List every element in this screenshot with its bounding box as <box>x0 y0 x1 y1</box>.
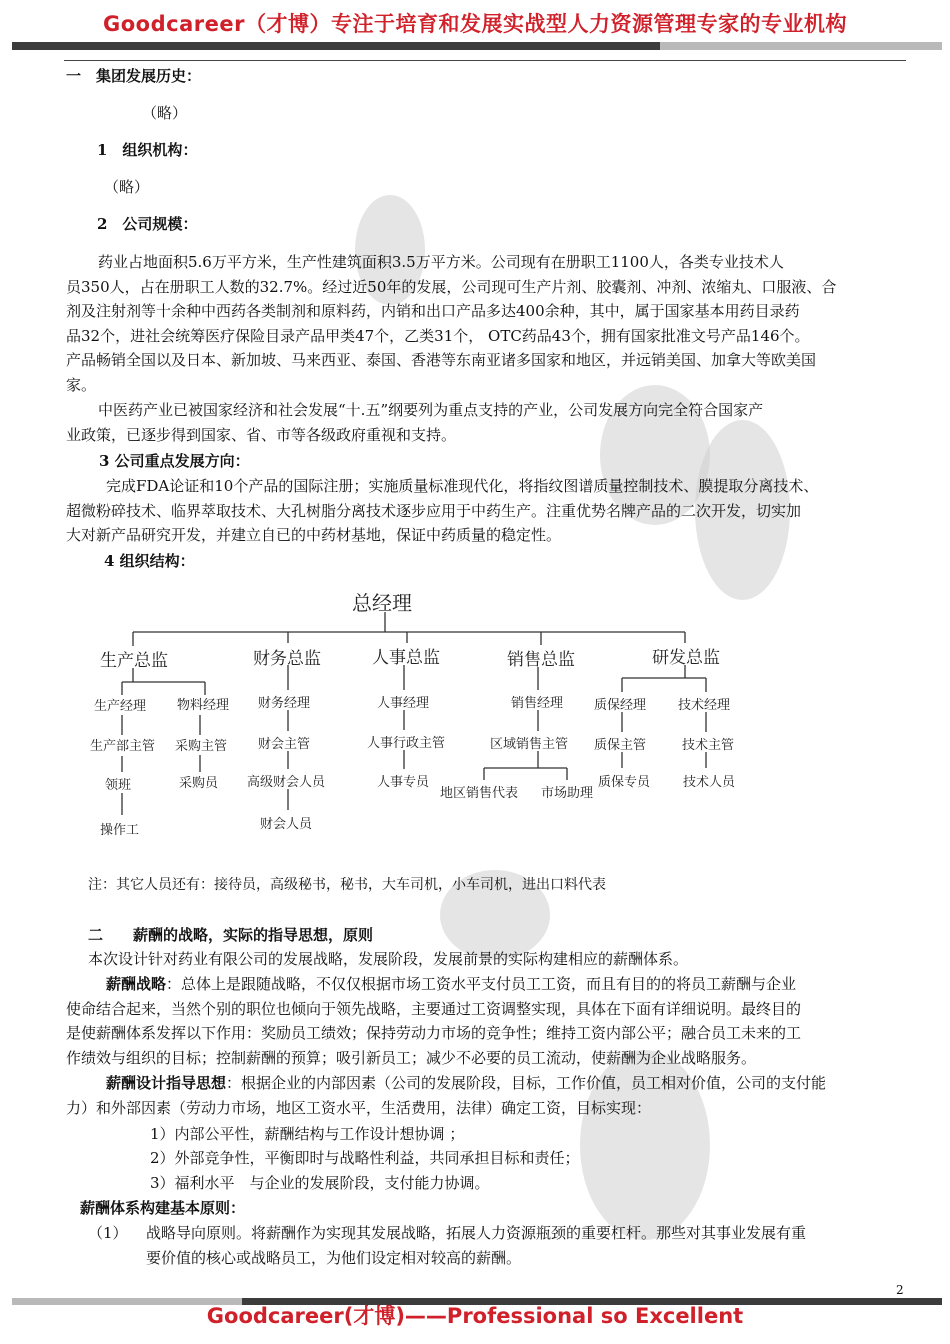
org-dept-rnd: 研发总监 <box>652 648 720 668</box>
goal-item: 3）福利水平 与企业的发展阶段，支付能力协调。 <box>150 1174 490 1192</box>
section-heading-history: 一 集团发展历史： <box>66 67 202 85</box>
org-node-finance-supervisor: 财会主管 <box>258 737 311 752</box>
org-node-tech-manager: 技术经理 <box>678 698 731 713</box>
scale-heading: 2 公司规模： <box>97 215 198 233</box>
direction-heading: 3 公司重点发展方向： <box>99 452 250 470</box>
page-number: 2 <box>896 1283 904 1297</box>
direction-line: 完成FDA论证和10个产品的国际注册；实施质量标准现代化，将指纹图谱质量控制技术、膜提取分离技术、 <box>106 477 819 495</box>
strategy-paragraph <box>66 972 926 1070</box>
principle-heading: 薪酬体系构建基本原则： <box>80 1199 246 1217</box>
org-node-technician: 技术人员 <box>683 775 736 790</box>
principle-paragraph <box>146 1221 916 1270</box>
direction-line: 超微粉碎技术、临界萃取技术、大孔树脂分离技术逐步应用于中药生产。注重优势名牌产品的二次开发，切实加 <box>66 501 802 520</box>
scale-line: 品32个，进社会统筹医疗保险目录产品甲类47个，乙类31个， OTC药品43个，拥有国家批准文号产品146个。 <box>66 326 810 345</box>
compensation-intro: 本次设计针对药业有限公司的发展战略，发展阶段，发展前景的实际构建相应的薪酬体系。 <box>88 950 689 968</box>
guide-line: ：根据企业的内部因素（公司的发展阶段，目标，工作价值，员工相对价值，公司的支付能 <box>226 1074 827 1092</box>
org-node-sales-manager: 销售经理 <box>511 696 564 711</box>
org-node-qa-specialist: 质保专员 <box>598 775 651 790</box>
org-node-qa-manager: 质保经理 <box>594 698 647 713</box>
org-note: 注：其它人员还有：接待员，高级秘书，秘书，大车司机，小车司机，进出口料代表 <box>88 877 606 893</box>
org-node-purchasing-supervisor: 采购主管 <box>175 739 228 754</box>
strategy-line: 是使薪酬体系发挥以下作用：奖励员工绩效；保持劳动力市场的竞争性；维持工资内部公平；融合员工未来的工 <box>66 1024 802 1042</box>
scale-line: 产品畅销全国以及日本、新加坡、马来西亚、泰国、香港等东南亚诸多国家和地区，并远销美国、加拿大等欧美国 <box>66 351 817 369</box>
org-heading: 1 组织机构： <box>97 141 198 159</box>
direction-line: 大对新产品研究开发，并建立自已的中药材基地，保证中药质量的稳定性。 <box>66 526 562 544</box>
org-node-marketing-assistant: 市场助理 <box>541 786 594 801</box>
org-node-regional-sales-supervisor: 区域销售主管 <box>490 737 569 752</box>
strategy-line: 使命结合起来，当然个别的职位也倾向于领先战略，主要通过工资调整实现，具体在下面有详细说明。最终目的 <box>66 999 802 1018</box>
org-node-operator: 操作工 <box>100 823 140 838</box>
principle-line: 要价值的核心或战略员工，为他们设定相对较高的薪酬。 <box>146 1248 522 1267</box>
scale-line: 家。 <box>66 375 97 394</box>
strategy-line: ：总体上是跟随战略，不仅仅根据市场工资水平支付员工工资，而且有目的的将员工薪酬与企业 <box>166 975 797 993</box>
org-node-purchaser: 采购员 <box>179 776 219 791</box>
policy-line: 业政策，已逐步得到国家、省、市等各级政府重视和支持。 <box>66 425 457 444</box>
org-omitted: （略） <box>104 178 150 196</box>
scale-line: 员350人，占在册职工人数的32.7%。经过近50年的发展，公司现可生产片剂、胶囊剂、冲剂、浓缩丸、口服液、合 <box>66 277 837 296</box>
org-dept-hr: 人事总监 <box>372 648 440 668</box>
org-node-hr-manager: 人事经理 <box>377 696 430 711</box>
strategy-line: 作绩效与组织的目标；控制薪酬的预算；吸引新员工；减少不必要的员工流动，使薪酬为企业战略服务。 <box>66 1048 757 1067</box>
org-node-qa-supervisor: 质保主管 <box>594 738 647 753</box>
strategy-label: 薪酬战略 <box>106 975 167 993</box>
guide-paragraph <box>66 1071 926 1120</box>
guide-label: 薪酬设计指导思想 <box>106 1074 227 1092</box>
header-title: Goodcareer（才博）专注于培育和发展实战型人力资源管理专家的专业机构 <box>103 12 847 36</box>
footer-title: Goodcareer(才博)——Professional so Excellent <box>206 1304 744 1328</box>
structure-heading: 4 组织结构： <box>104 552 195 570</box>
principle-number: （1） <box>88 1224 128 1242</box>
org-root: 总经理 <box>352 591 412 615</box>
org-node-production-manager: 生产经理 <box>94 699 147 714</box>
org-node-regional-sales-rep: 地区销售代表 <box>440 786 519 801</box>
org-node-accountant: 财会人员 <box>260 817 313 832</box>
org-dept-finance: 财务总监 <box>253 649 321 669</box>
org-node-production-supervisor: 生产部主管 <box>90 739 156 754</box>
org-dept-sales: 销售总监 <box>507 650 575 670</box>
org-dept-production: 生产总监 <box>100 651 168 671</box>
scale-line: 剂及注射剂等十余种中西药各类制剂和原料药，内销和出口产品多达400余种，其中，属于国家基本用药目录药 <box>66 302 800 320</box>
policy-line: 中医药产业已被国家经济和社会发展“十.五”纲要列为重点支持的产业，公司发展方向完全符合国家产 <box>98 401 764 419</box>
org-node-materials-manager: 物料经理 <box>177 698 230 713</box>
principle-line: 战略导向原则。将薪酬作为实现其发展战略，拓展人力资源瓶颈的重要杠杆。那些对其事业发展有重 <box>146 1224 807 1242</box>
org-node-team-leader: 领班 <box>105 778 132 793</box>
org-node-hr-admin-supervisor: 人事行政主管 <box>367 736 446 751</box>
org-node-senior-accountant: 高级财会人员 <box>247 775 326 790</box>
org-node-tech-supervisor: 技术主管 <box>682 738 735 753</box>
goal-item: 2）外部竞争性，平衡即时与战略性利益，共同承担目标和责任； <box>150 1149 580 1167</box>
org-node-hr-specialist: 人事专员 <box>377 775 430 790</box>
scale-line: 药业占地面积5.6万平方米，生产性建筑面积3.5万平方米。公司现有在册职工1100人，各类专业技术人 <box>98 253 784 271</box>
goal-item: 1）内部公平性，薪酬结构与工作设计想协调 ； <box>150 1125 465 1143</box>
org-node-finance-manager: 财务经理 <box>258 696 311 711</box>
history-omitted: （略） <box>142 104 188 122</box>
guide-line: 力）和外部因素（劳动力市场，地区工资水平，生活费用，法律）确定工资，目标实现： <box>66 1098 652 1117</box>
section-heading-compensation: 二 薪酬的战略，实际的指导思想，原则 <box>88 926 374 944</box>
